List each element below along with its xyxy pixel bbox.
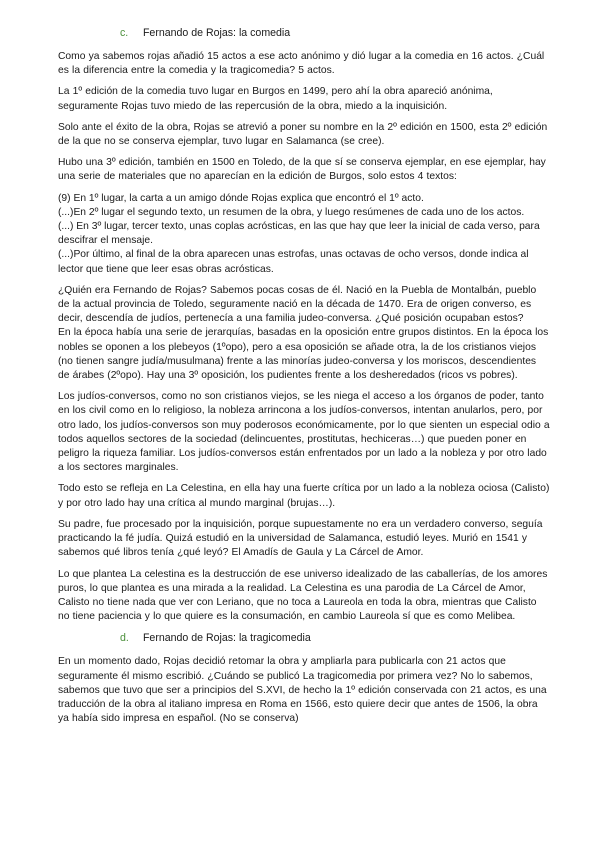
texts-list [58,192,550,277]
section-title-c: Fernando de Rojas: la comedia [142,27,291,39]
paragraph: En un momento dado, Rojas decidió retomar la obra y ampliarla para publicarla con 21 actos que seguramente él mismo escribió. ¿Cuándo se publicó La tragicomedia por primera vez? No lo sabemos, sabemos que tuvo que ser a principios del S.XVI, de hecho la 1º edición conservada con 21 actos, es una traducción de la obra al italiano impresa en Roma en 1566, esto quiere decir que antes de 1506, la obra ya había sido impresa en español. (No se conserva) [58,656,547,725]
document-content [58,26,550,733]
list-item: (...) En 3º lugar, tercer texto, unas coplas acrósticas, en las que hay que leer la inicial de cada verso, para descifrar el mensaje. [58,221,540,247]
paragraph: Como ya sabemos rojas añadió 15 actos a ese acto anónimo y dió lugar a la comedia en 16 actos. ¿Cuál es la diferencia entre la comedia y la tragicomedia? 5 actos. [58,51,545,77]
paragraph: Todo esto se refleja en La Celestina, en ella hay una fuerte crítica por un lado a la nobleza ociosa (Calisto) y por otro lado hay una crítica al mundo marginal (brujas…). [58,483,550,509]
paragraph: Lo que plantea La celestina es la destrucción de ese universo idealizado de las caballerías, de los amores puros, lo que plantea es una mirada a la realidad. La Celestina es una parodia de La Cárcel de Amor, Calisto no tiene nada que ver con Leriano, que no toca a Laureola en toda la obra, mientras que Calisto no tiene paciencia y lo que quiere es la consumación, en cambio Laureola sí que es como Melibea. [58,568,548,623]
section-heading-c [120,26,550,40]
paragraph: En la época había una serie de jerarquías, basadas en la oposición entre grupos distintos. En la época los nobles se oponen a los plebeyos (1ºopo), pero a esa oposición se añade otra, la de los cristianos viejos (no tienen sangre judía/musulmana) frente a las minorías judeo-conversa y los moriscos, descendientes de árabes (2ºopo). Hay una 3º oposición, los pudientes frente a los desheredados (ricos vs pobres). [58,327,549,382]
section-marker-c: c. [120,27,129,39]
paragraph: Los judíos-conversos, como no son cristianos viejos, se les niega el acceso a los órganos de poder, tanto en los civil como en lo religioso, la nobleza arrinconа a los judíos-conversos, intentan anularlos, pero, por otro lado, los judíos-conversos son muy poderosos económicamente, por lo que sienten un especial odio a todos aquellos sectores de la sociedad (delincuentes, prostitutas, hechiceras…) que pueden poner en peligro la riqueza familiar. Los judíos-conversos están enfrentados por un lado a la nobleza y por otro lado a los sectores marginales. [58,391,550,474]
paragraph: Solo ante el éxito de la obra, Rojas se atrevió a poner su nombre en la 2º edición en 1500, esta 2º edición de la que no se conserva ejemplar, tuvo lugar en Salamanca (se cree). [58,121,548,148]
list-item: (...)En 2º lugar el segundo texto, un resumen de la obra, y luego resúmenes de cada uno de los actos. [58,206,525,218]
list-item: (...)Por último, al final de la obra aparecen unas estrofas, unas octavas de ocho versos, donde indica al lector que tiene que leer esas obras acrósticas. [58,249,529,275]
paragraph: La 1º edición de la comedia tuvo lugar en Burgos en 1499, pero ahí la obra apareció anónima, seguramente Rojas tuvo miedo de las repercusión de la obra, miedo a la inquisición. [58,86,493,112]
list-item: (9) En 1º lugar, la carta a un amigo dónde Rojas explica que encontró el 1º acto. [58,192,424,204]
paragraph: Hubo una 3º edición, también en 1500 en Toledo, de la que sí se conserva ejemplar, en ese ejemplar, hay una serie de materiales que no aparecían en la edición de Burgos, solo estos 4 textos: [58,157,546,183]
section-marker-d: d. [120,632,129,645]
section-heading-d [120,631,550,645]
paragraph: ¿Quién era Fernando de Rojas? Sabemos pocas cosas de él. Nació en la Puebla de Montalbán, pueblo de la actual provincia de Toledo, seguramente nació en la década de 1470. Era de origen converso, es decir, descendía de judíos, pertenecía a una familia judeo-conversa. ¿Qué posición ocupaban estos? [58,284,537,325]
paragraph: Su padre, fue procesado por la inquisición, porque supuestamente no era un verdadero converso, seguía practicando la fé judía. Quizá estudió en la universidad de Salamanca, estudió leyes. Murió en 1541 y sabemos qué libros tenía ¿qué leyó? El Amadís de Gaula y La Cárcel de Amor. [58,518,543,559]
section-title-d: Fernando de Rojas: la tragicomedia [142,632,311,645]
